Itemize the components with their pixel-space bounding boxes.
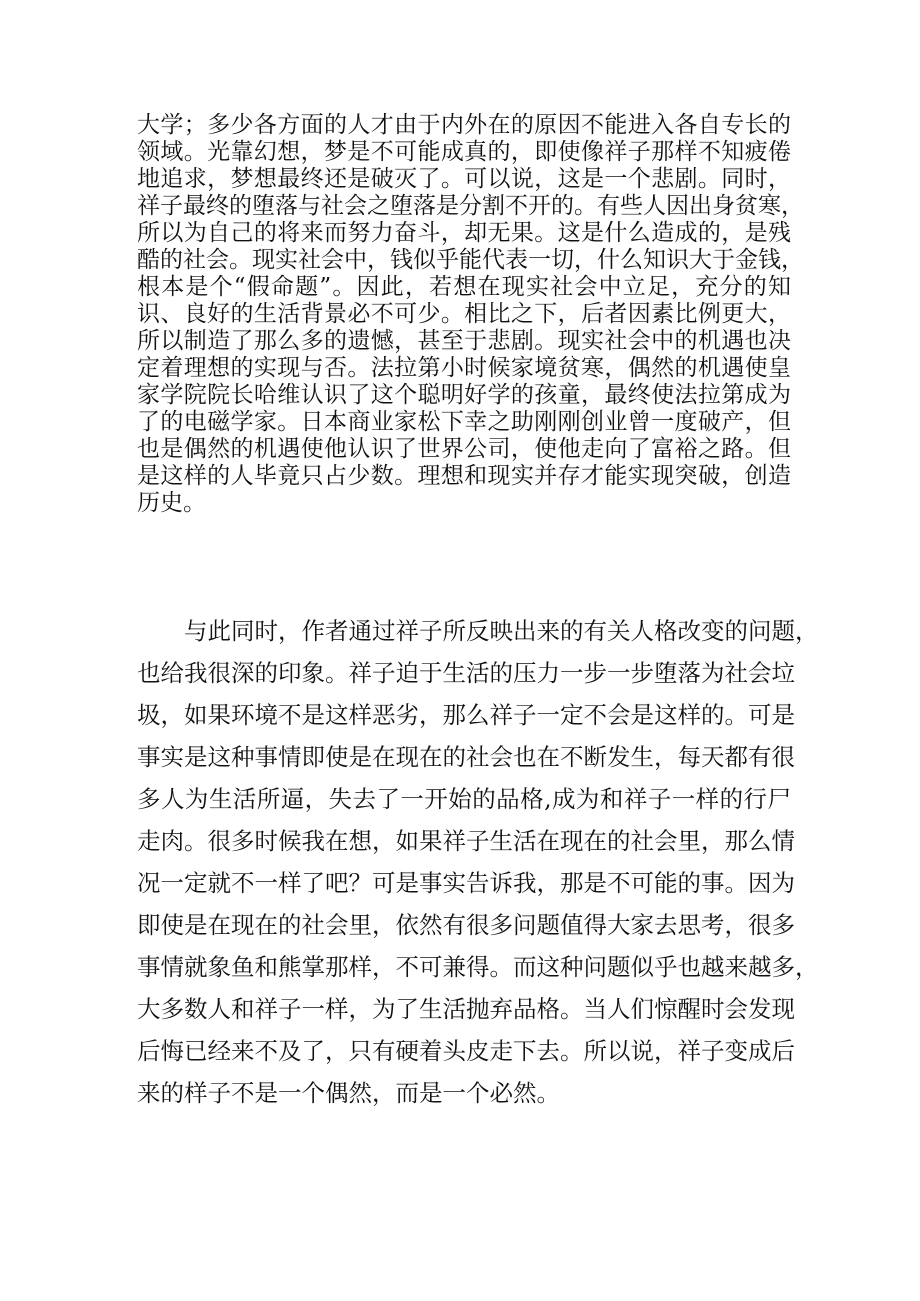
text-line: 地追求，梦想最终还是破灭了。可以说，这是一个悲剧。同时， bbox=[137, 166, 791, 192]
text-line: 领域。光靠幻想，梦是不可能成真的，即使像祥子那样不知疲倦 bbox=[137, 139, 791, 165]
text-line: 圾，如果环境不是这样恶劣，那么祥子一定不会是这样的。可是 bbox=[137, 701, 795, 729]
text-line: 祥子最终的堕落与社会之堕落是分割不开的。有些人因出身贫寒， bbox=[137, 193, 804, 219]
text-line: 与此同时，作者通过祥子所反映出来的有关人格改变的问题， bbox=[137, 617, 819, 645]
text-line: 事情就象鱼和熊掌那样，不可兼得。而这种问题似乎也越来越多， bbox=[137, 953, 819, 981]
text-line: 走肉。很多时候我在想，如果祥子生活在现在的社会里，那么情 bbox=[137, 827, 795, 855]
text-line: 是这样的人毕竟只占少数。理想和现实并存才能实现突破，创造 bbox=[137, 463, 791, 489]
text-line: 所以为自己的将来而努力奋斗，却无果。这是什么造成的，是残 bbox=[137, 220, 791, 246]
text-line: 历史。 bbox=[137, 490, 206, 516]
text-line: 识、良好的生活背景必不可少。相比之下，后者因素比例更大， bbox=[137, 301, 791, 327]
text-line: 酷的社会。现实社会中，钱似乎能代表一切，什么知识大于金钱， bbox=[137, 247, 804, 273]
text-line: 后悔已经来不及了，只有硬着头皮走下去。所以说，祥子变成后 bbox=[137, 1037, 795, 1065]
text-line: 也是偶然的机遇使他认识了世界公司，使他走向了富裕之路。但 bbox=[137, 436, 791, 462]
text-line: 根本是个“假命题”。因此，若想在现实社会中立足，充分的知 bbox=[137, 274, 791, 300]
text-line: 所以制造了那么多的遗憾，甚至于悲剧。现实社会中的机遇也决 bbox=[137, 328, 791, 354]
text-line: 多人为生活所逼，失去了一开始的品格,成为和祥子一样的行尸 bbox=[137, 785, 791, 813]
text-line: 定着理想的实现与否。法拉第小时候家境贫寒，偶然的机遇使皇 bbox=[137, 355, 791, 381]
text-line: 即使是在现在的社会里，依然有很多问题值得大家去思考，很多 bbox=[137, 911, 795, 939]
text-line: 大多数人和祥子一样，为了生活抛弃品格。当人们惊醒时会发现 bbox=[137, 995, 795, 1023]
text-line: 事实是这种事情即使是在现在的社会也在不断发生，每天都有很 bbox=[137, 743, 795, 771]
paragraph-2 bbox=[137, 610, 819, 1114]
text-line: 家学院院长哈维认识了这个聪明好学的孩童，最终使法拉第成为 bbox=[137, 382, 791, 408]
text-line: 也给我很深的印象。祥子迫于生活的压力一步一步堕落为社会垃 bbox=[137, 659, 795, 687]
text-line: 了的电磁学家。日本商业家松下幸之助刚刚创业曾一度破产，但 bbox=[137, 409, 791, 435]
text-line: 来的样子不是一个偶然，而是一个必然。 bbox=[137, 1079, 560, 1107]
text-line: 况一定就不一样了吧？可是事实告诉我，那是不可能的事。因为 bbox=[137, 869, 795, 897]
text-line: 大学；多少各方面的人才由于内外在的原因不能进入各自专长的 bbox=[137, 112, 791, 138]
paragraph-1 bbox=[137, 112, 804, 517]
